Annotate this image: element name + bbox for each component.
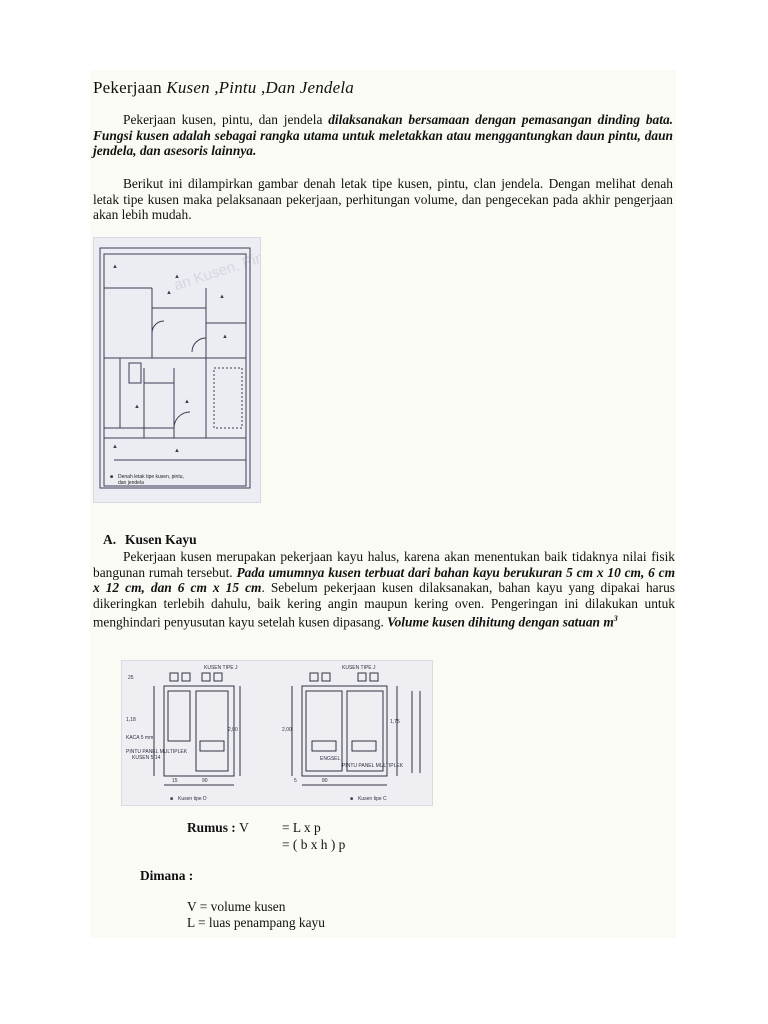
fig2-panel-right: PINTU PANEL MULTIPLEK xyxy=(342,763,404,769)
svg-text:▲: ▲ xyxy=(174,448,180,454)
para2-text: Berikut ini dilampirkan gambar denah letak tipe kusen, pintu, clan jendela. Dengan melihat denah letak tipe kusen maka pelaksanaan pekerjaan, perhitungan volume, dan pengecekan pada akhir pengerjaan akan lebih mudah. xyxy=(93,176,673,223)
definition-l: L = luas penampang kayu xyxy=(187,915,325,930)
para3-part2: . Sebelum pekerjaan kusen dilaksanakan, bahan kayu yang dipakai harus dikeringkan terlebih dahulu, baik kering angin maupun kering oven. Pengeringan ini dilakukan untuk menghindari penyusutan kayu setelah kusen dipasang. xyxy=(93,580,675,630)
kusen-elevation-drawing xyxy=(122,661,432,805)
fig2-dim-175: 1,75 xyxy=(390,719,400,725)
fig2-dim-80: 80 xyxy=(322,778,328,784)
fig2-dim-5: 5 xyxy=(294,778,297,784)
svg-text:■: ■ xyxy=(170,796,174,802)
svg-text:▲: ▲ xyxy=(166,290,172,296)
kusen-detail-figure xyxy=(121,660,433,806)
svg-text:an Kusen, Pintu: an Kusen, Pintu xyxy=(171,245,260,295)
fig2-right-top-label: KUSEN TIPE J xyxy=(342,665,376,671)
fig2-dim-90: 90 xyxy=(202,778,208,784)
paragraph-intro xyxy=(93,112,673,159)
svg-text:▲: ▲ xyxy=(112,264,118,270)
definition-v: V = volume kusen xyxy=(187,899,286,914)
title-italic: Kusen ,Pintu ,Dan Jendela xyxy=(166,78,354,97)
svg-text:■: ■ xyxy=(350,796,354,802)
svg-text:■: ■ xyxy=(110,474,114,480)
fig2-caption-left: Kusen tipe D xyxy=(178,796,207,802)
floor-plan-drawing xyxy=(94,238,260,502)
fig2-panel-left: PINTU PANEL MULTIPLEK xyxy=(126,749,188,755)
section-heading-a xyxy=(103,532,197,548)
paragraph-denah xyxy=(93,176,673,223)
svg-text:▲: ▲ xyxy=(134,404,140,410)
formula-v: V xyxy=(239,820,249,835)
para3-emphasis2: Volume kusen dihitung dengan satuan m xyxy=(387,614,614,630)
para3-superscript: 3 xyxy=(613,614,618,624)
fig2-dim-118: 1,18 xyxy=(126,717,136,723)
definitions-list xyxy=(187,899,325,931)
fig2-left-top-label: KUSEN TIPE J xyxy=(204,665,238,671)
fig2-engsel: ENGSEL xyxy=(320,756,341,762)
paragraph-kusen-kayu xyxy=(93,549,675,630)
para3-part1: Pekerjaan kusen merupakan pekerjaan kayu halus, karena akan menentukan baik tidaknya nilai fisik bangunan rumah tersebut. xyxy=(93,549,675,580)
formula-label: Rumus : xyxy=(187,820,240,835)
svg-text:▲: ▲ xyxy=(219,294,225,300)
fig2-dim-15: 15 xyxy=(172,778,178,784)
formula-eq2: = ( b x h ) p xyxy=(282,837,346,852)
formula-eq1: = L x p xyxy=(282,820,321,835)
fig2-caption-right: Kusen tipe C xyxy=(358,796,387,802)
fig2-dim-200-left: 2,00 xyxy=(228,727,238,733)
section-title: Kusen Kayu xyxy=(125,532,197,547)
para1-emphasis: dilaksanakan bersamaan dengan pemasangan dinding bata. Fungsi kusen adalah sebagai rangka utama untuk meletakkan atau menggantungkan daun pintu, daun jendela, dan asesoris lainnya. xyxy=(93,112,673,159)
fig2-panel-left2: KUSEN 5/14 xyxy=(132,755,161,761)
para3-emphasis1: Pada umumnya kusen terbuat dari bahan kayu berukuran 5 cm x 10 cm, 6 cm x 12 cm, dan 6 cm x 15 cm xyxy=(93,564,675,596)
fig2-dim-200-right: 2,00 xyxy=(282,727,292,733)
fig2-dim-25: 25 xyxy=(128,675,134,681)
floor-plan-figure xyxy=(93,237,261,503)
dimana-label: Dimana : xyxy=(140,868,194,883)
formula-block xyxy=(187,820,345,854)
figure1-caption-2: dan jendela xyxy=(118,480,144,486)
svg-text:▲: ▲ xyxy=(184,399,190,405)
svg-text:▲: ▲ xyxy=(174,274,180,280)
figure1-caption-1: Denah letak tipe kusen, pintu, xyxy=(118,474,184,480)
title-prefix: Pekerjaan xyxy=(93,78,167,97)
section-number: A. xyxy=(103,532,117,547)
page-title xyxy=(93,78,354,98)
fig2-kaca: KACA 5 mm xyxy=(126,735,154,741)
para1-normal: Pekerjaan kusen, pintu, dan jendela xyxy=(123,112,329,127)
svg-text:▲: ▲ xyxy=(112,444,118,450)
svg-text:▲: ▲ xyxy=(222,334,228,340)
